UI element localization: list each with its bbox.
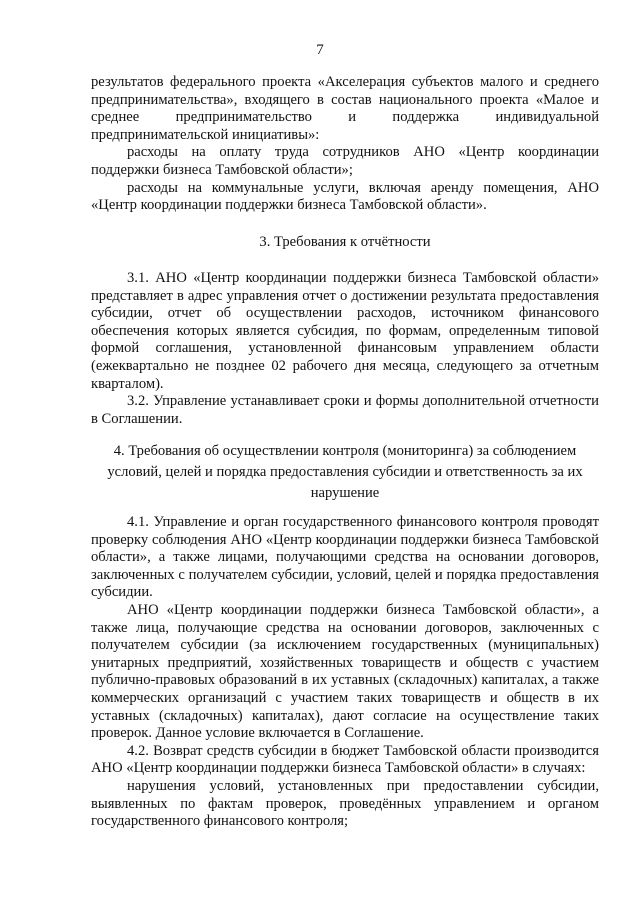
intro-text: результатов федерального проекта «Акселерация субъектов малого и среднего предпринимательства», входящего в состав национального проекта «Малое и среднее предпринимательство и поддержка индивидуальной предпринимательской инициативы»: [91,74,599,143]
list-item-utilities: расходы на коммунальные услуги, включая аренду помещения, АНО «Центр координации поддержки бизнеса Тамбовской области». [91,179,599,214]
list-item-violations: нарушения условий, установленных при предоставлении субсидии, выявленных по фактам проверок, проведённых управлением и органом государственного финансового контроля; [91,777,599,830]
paragraph-4-1-consent: АНО «Центр координации поддержки бизнеса Тамбовской области», а также лица, получающие средства на основании договоров, заключенных с получателем субсидии (за исключением государственных (муниципальных) унитарных предприятий, хозяйственных товариществ и обществ с участием публично-правовых образований в их уставных (складочных) капиталах, а также коммерческих организаций с участием таких товариществ и обществ в их уставных (складочных) капиталах), дают согласие на осуществление таких проверок. Данное условие включается в Соглашение. [91,601,599,742]
paragraph-4-2: 4.2. Возврат средств субсидии в бюджет Тамбовской области производится АНО «Центр координации поддержки бизнеса Тамбовской области» в случаях: [91,742,599,777]
page-number: 7 [316,42,324,58]
paragraph-3-1: 3.1. АНО «Центр координации поддержки бизнеса Тамбовской области» представляет в адрес управления отчет о достижении результата предоставления субсидии, отчет об осуществлении расходов, источником финансового обеспечения которых является субсидия, по формам, определенным типовой формой соглашения, установленной финансовым управлением области (ежеквартально не позднее 02 рабочего дня месяца, следующего за отчетным кварталом). [91,270,599,392]
intro-paragraph [91,74,599,215]
paragraph-3-2: 3.2. Управление устанавливает сроки и формы дополнительной отчетности в Соглашении. [91,393,599,427]
section-4-heading: 4. Требования об осуществлении контроля (мониторинга) за соблюдением условий, целей и порядка предоставления субсидии и ответственность за их нарушение [107,443,583,501]
list-item-labor-costs: расходы на оплату труда сотрудников АНО «Центр координации поддержки бизнеса Тамбовской области»; [91,144,599,178]
section-4-body [91,514,599,831]
section-3-body [91,270,599,428]
paragraph-4-1: 4.1. Управление и орган государственного финансового контроля проводят проверку соблюдения АНО «Центр координации поддержки бизнеса Тамбовской области», а также лицами, получающими средства на основании договоров, заключенных с получателем субсидии, условий, целей и порядка предоставления субсидии. [91,514,599,601]
section-3-heading: 3. Требования к отчётности [259,234,431,250]
